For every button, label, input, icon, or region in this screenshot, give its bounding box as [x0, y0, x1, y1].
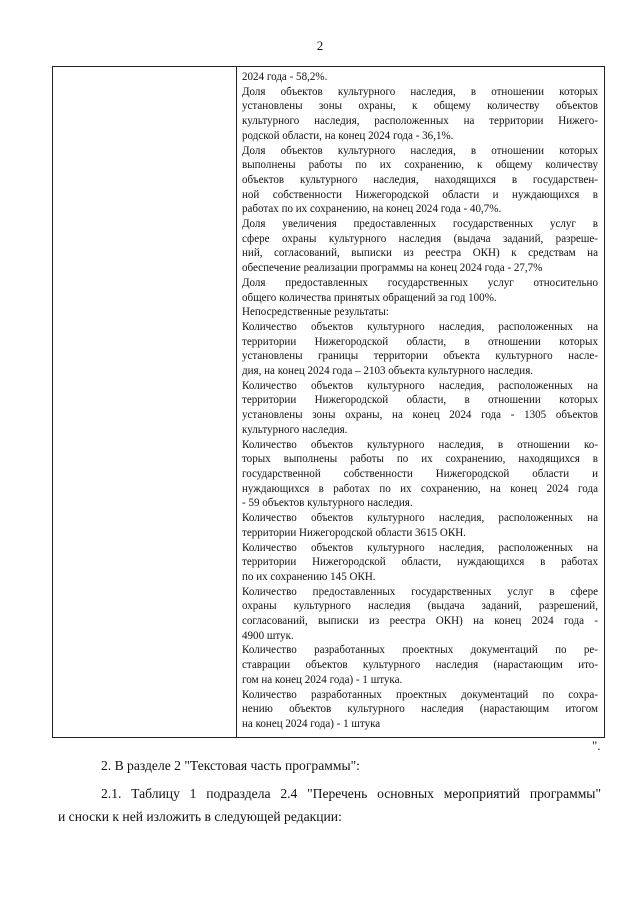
table-text-line: нению объектов культурного наследия (нарастающим итогом: [242, 703, 598, 716]
table-text-line: - 59 объектов культурного наследия.: [242, 497, 413, 510]
table-text-line: нуждающихся в работах по их сохранению, на конец 2024 года: [242, 482, 598, 495]
table-text-line: Количество разработанных проектных документаций по ре-: [242, 644, 598, 657]
table-text-line: дия, на конец 2024 года – 2103 объекта культурного наследия.: [242, 365, 534, 378]
table-text-line: территории Нижегородской области, в отношении которых: [242, 394, 598, 407]
program-table: [52, 66, 605, 738]
table-text-line: сфере охраны культурного наследия (выдача заданий, разреше-: [242, 232, 598, 245]
table-text-line: культурного наследия, расположенных на территории Нижего-: [242, 115, 598, 128]
table-text-line: согласований, выписки из реестра ОКН) на конец 2024 года -: [242, 615, 598, 628]
table-text-line: родской области, на конец 2024 года - 36,1%.: [242, 129, 454, 142]
table-text-line: на конец 2024 года) - 1 штука: [242, 717, 381, 730]
table-text-line: культурного наследия.: [242, 423, 348, 436]
table-right-cell: [237, 67, 604, 737]
table-text-line: ной собственности Нижегородской области и нуждающихся в: [242, 188, 598, 201]
table-text-line: территории Нижегородской области 3615 ОКН.: [242, 526, 466, 539]
table-text-line: Доля увеличения предоставленных государственных услуг в: [242, 218, 598, 231]
table-left-cell: [53, 67, 237, 737]
table-text-line: территории Нижегородской области, нуждающихся в работах: [242, 556, 598, 569]
table-text-line: ставрации объектов культурного наследия (нарастающим ито-: [242, 659, 598, 672]
table-text-line: обеспечение реализации программы на конец 2024 года - 27,7%: [242, 262, 543, 275]
paragraph-section-2: 2. В разделе 2 "Текстовая часть программы":: [101, 758, 360, 773]
table-text-line: Количество объектов культурного наследия, расположенных на: [242, 379, 598, 392]
table-text-line: общего количества принятых обращений за год 100%.: [242, 291, 497, 304]
closing-quote: ".: [592, 738, 601, 753]
page-number: 2: [316, 38, 324, 53]
table-text-line: Количество объектов культурного наследия, расположенных на: [242, 541, 598, 554]
table-text-line: работах по их сохранению, на конец 2024 года - 40,7%.: [242, 203, 502, 216]
table-text-line: 2024 года - 58,2%.: [242, 71, 328, 83]
table-text-line: установлены зоны охраны, на конец 2024 года - 1305 объектов: [242, 409, 598, 422]
table-text-line: объектов культурного наследия, находящихся в государствен-: [242, 173, 598, 186]
table-text-line: Количество предоставленных государственных услуг в сфере: [242, 585, 598, 598]
table-text-line: Непосредственные результаты:: [242, 306, 389, 319]
table-text-line: государственной собственности Нижегородской области и: [242, 467, 598, 480]
table-text-line: Количество объектов культурного наследия, расположенных на: [242, 320, 598, 333]
table-text-line: по их сохранению 145 ОКН.: [242, 570, 376, 583]
table-text-line: Доля объектов культурного наследия, в отношении которых: [242, 144, 598, 157]
table-text-line: установлены зоны охраны, к общему количеству объектов: [242, 100, 598, 113]
table-text-line: Количество объектов культурного наследия, расположенных на: [242, 512, 598, 525]
table-text-line: Количество разработанных проектных документаций по сохра-: [242, 688, 598, 701]
paragraph-footnotes: и сноски к ней изложить в следующей редакции:: [58, 809, 342, 824]
table-text-line: гом на конец 2024 года) - 1 штука.: [242, 673, 403, 686]
table-text-line: охраны культурного наследия (выдача заданий, разрешений,: [242, 600, 598, 613]
table-text-line: выполнены работы по их сохранению, к общему количеству: [242, 159, 598, 172]
table-text-line: Количество объектов культурного наследия, в отношении ко-: [242, 438, 598, 451]
paragraph-table-1: 2.1. Таблицу 1 подраздела 2.4 "Перечень основных мероприятий программы": [101, 786, 601, 801]
table-text-line: территории Нижегородской области, в отношении которых: [242, 335, 598, 348]
table-text-line: установлены границы территории объекта культурного насле-: [242, 350, 598, 363]
table-text-line: Доля предоставленных государственных услуг относительно: [242, 276, 598, 289]
table-text-line: торых выполнены работы по их сохранению, находящихся в: [242, 453, 598, 466]
table-text-line: ний, согласований, выписки из реестра ОКН) к средствам на: [242, 247, 598, 260]
table-text-line: 4900 штук.: [242, 629, 294, 642]
table-text-line: Доля объектов культурного наследия, в отношении которых: [242, 85, 598, 98]
